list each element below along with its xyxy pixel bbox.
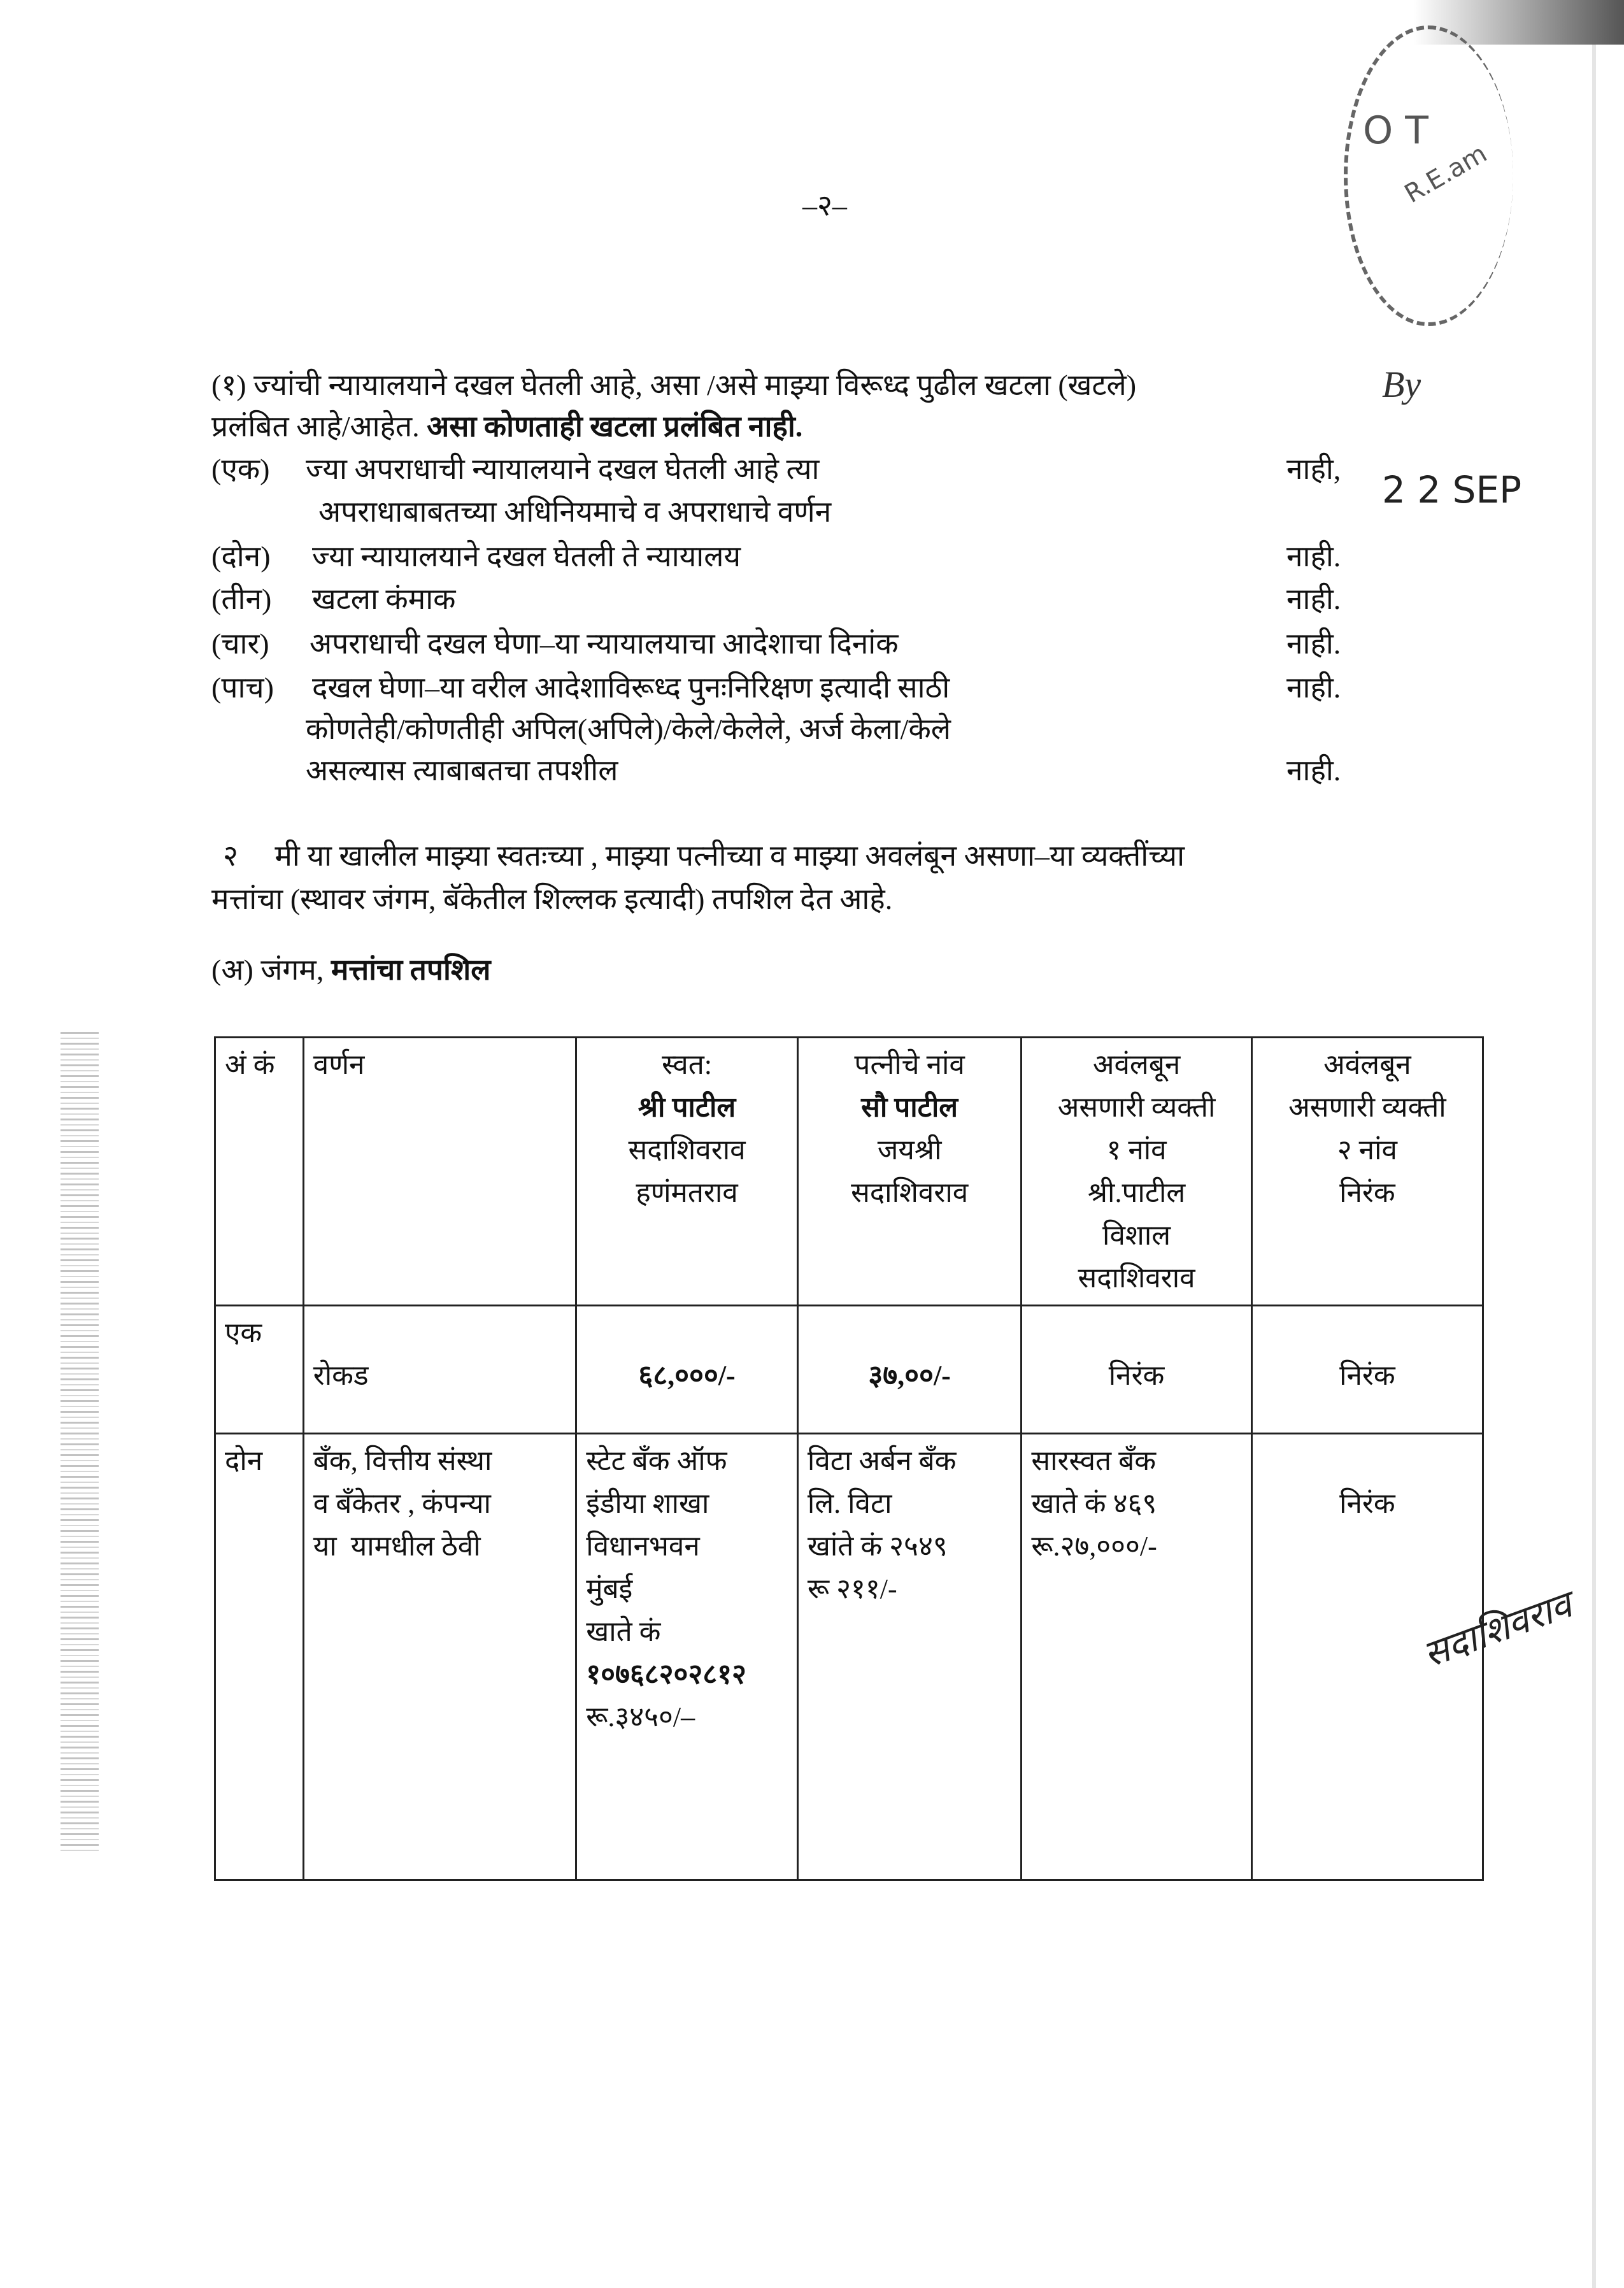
item-label: (एक) <box>211 453 270 485</box>
header-dependent-1: अवंलबून असणारी व्यक्ती १ नांव श्री.पाटील विशाल सदाशिवराव <box>1022 1038 1251 1306</box>
initials-signature: By <box>1382 364 1421 405</box>
header-serial: अं कं <box>215 1038 304 1306</box>
item-label: (दोन) <box>211 540 271 573</box>
item-text: अपराधाबाबतच्या अधिनियमाचे व अपराधाचे वर्णन <box>318 496 832 528</box>
header-description: वर्णन <box>303 1038 576 1306</box>
section1-intro-line2: प्रलंबित आहे/आहेत. <box>211 410 420 443</box>
no-pending-case-statement: असा कोणताही खटला प्रलंबित नाही. <box>427 410 803 443</box>
item-text: ज्या अपराधाची न्यायालयाने दखल घेतली आहे त्या <box>306 453 820 485</box>
item-answer: नाही. <box>1286 583 1341 615</box>
section2-line2: मत्तांचा (स्थावर जंगम, बॅकेतील शिल्लक इत्यादी) तपशिल देत आहे. <box>211 883 893 915</box>
cell-description: बँक, वित्तीय संस्था व बँकेतर , कंपन्या या यामधील ठेवी <box>303 1434 576 1880</box>
cell-description: रोकड <box>303 1306 576 1434</box>
item-answer: नाही, <box>1286 453 1341 485</box>
cell-dependent-1: सारस्वत बँक खाते कं ४६९ रू.२७,०००/- <box>1022 1434 1251 1880</box>
cell-self: स्टेट बँक ऑफ इंडीया शाखा विधानभवन मुंबई खाते कं १०७६८२०२८१२ रू.३४५०/– <box>576 1434 798 1880</box>
section2-line1: २ मी या खालील माझ्या स्वतःच्या , माझ्या पत्नीच्या व माझ्या अवलंबून असणा–या व्यक्तींच्या <box>223 840 1185 872</box>
cell-dependent-2: निरंक <box>1251 1434 1483 1880</box>
date-stamp: 2 2 SEP <box>1382 468 1522 511</box>
item-answer: नाही. <box>1286 671 1341 704</box>
cell-dependent-2: निरंक <box>1251 1306 1483 1434</box>
item-text: कोणतेही/कोणतीही अपिल(अपिले)/केले/केलेले, अर्ज केला/केले <box>306 713 951 745</box>
header-self: स्वत: श्री पाटील सदाशिवराव हणंमतराव <box>576 1038 798 1306</box>
section1-intro-line1: (१) ज्यांची न्यायालयाने दखल घेतली आहे, असा /असे माझ्या विरूध्द पुढील खटला (खटले) <box>211 369 1137 401</box>
item-label: (चार) <box>211 627 269 660</box>
table-row <box>215 1306 1483 1434</box>
cell-serial: एक <box>215 1306 304 1434</box>
item-answer: नाही. <box>1286 754 1341 787</box>
item-text: अपराधाची दखल घेणा–या न्यायालयाचा आदेशाचा दिनांक <box>310 627 899 660</box>
stamp-letters: O T <box>1363 108 1428 153</box>
table-row <box>215 1434 1483 1880</box>
item-label: (पाच) <box>211 671 274 704</box>
item-text: खटला कंमाक <box>312 583 456 615</box>
item-text: दखल घेणा–या वरील आदेशाविरूध्द पुनःनिरिक्षण इत्यादी साठी <box>312 671 950 704</box>
handwritten-signature: सदाशिवराव <box>1418 1584 1578 1676</box>
item-label: (तीन) <box>211 583 272 615</box>
subheading: मत्तांचा तपशिल <box>331 954 491 986</box>
cell-serial: दोन <box>215 1434 304 1880</box>
header-dependent-2: अवंलबून असणारी व्यक्ती २ नांव निरंक <box>1251 1038 1483 1306</box>
cell-wife: विटा अर्बन बँक लि. विटा खांते कं २५४९ रू २११/- <box>797 1434 1021 1880</box>
movable-assets-table <box>214 1036 1484 1881</box>
item-answer: नाही. <box>1286 627 1341 660</box>
item-text: असल्यास त्याबाबतचा तपशील <box>306 754 618 787</box>
cell-dependent-1: निरंक <box>1022 1306 1251 1434</box>
table-header-row <box>215 1038 1483 1306</box>
scan-edge <box>1592 0 1596 2288</box>
page-number: –२– <box>802 189 847 222</box>
item-answer: नाही. <box>1286 540 1341 573</box>
stamp-text: R.E.am <box>1399 138 1492 210</box>
scan-noise <box>61 1032 99 1854</box>
cell-self: ६८,०००/- <box>576 1306 798 1434</box>
subheading-prefix: (अ) जंगम, <box>211 954 324 986</box>
cell-wife: ३७,००/- <box>797 1306 1021 1434</box>
item-text: ज्या न्यायालयाने दखल घेतली ते न्यायालय <box>312 540 741 573</box>
header-wife: पत्नीचे नांव सौ पाटील जयश्री सदाशिवराव <box>797 1038 1021 1306</box>
